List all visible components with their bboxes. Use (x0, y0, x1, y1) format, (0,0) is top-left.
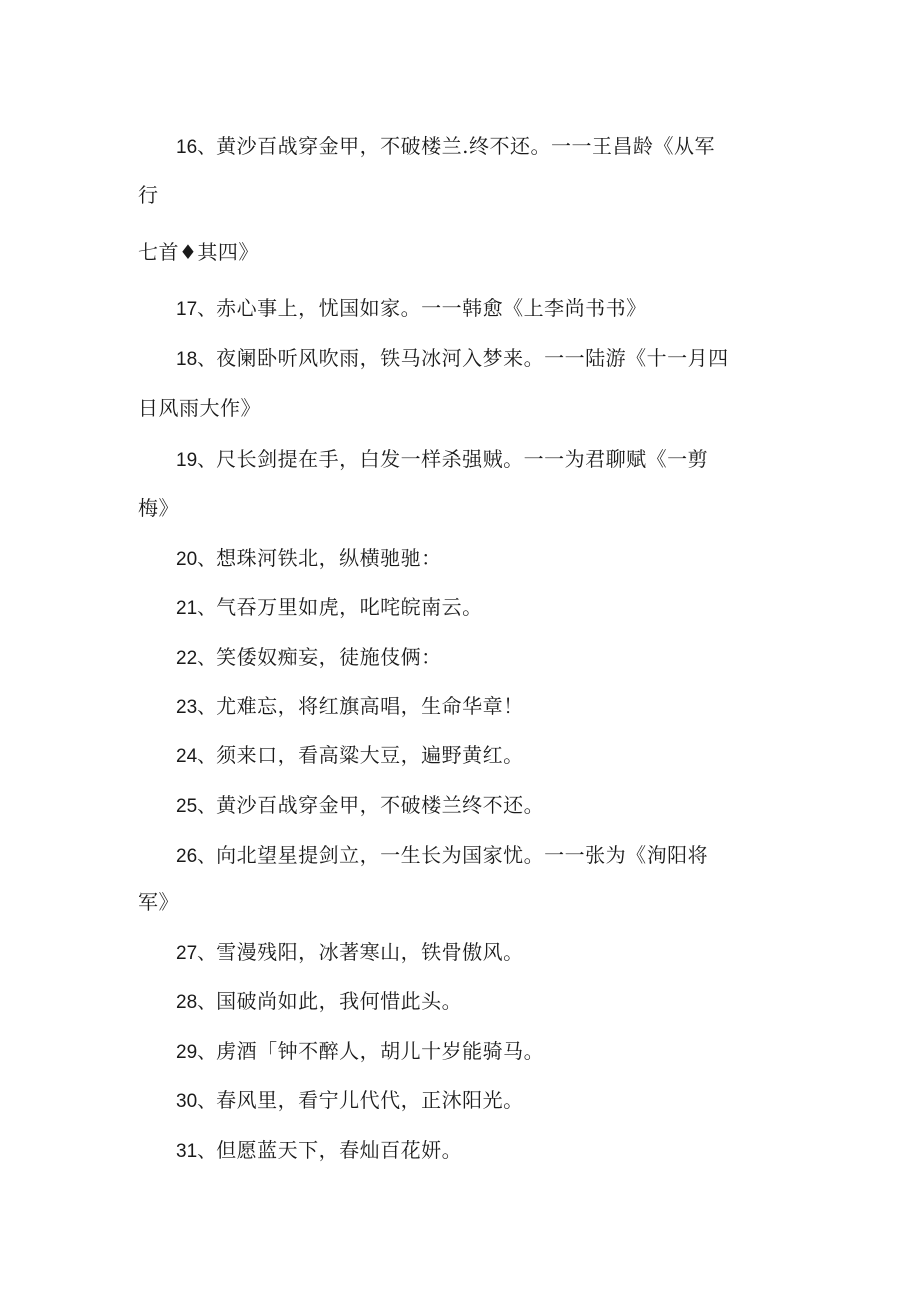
entry-19-line-1 (176, 447, 708, 473)
entry-16-line-2 (138, 183, 159, 207)
entry-text: 黄沙百战穿金甲，不破楼兰终不还。 (216, 793, 545, 817)
entry-number: 19、 (176, 450, 217, 471)
entry-22-line-1 (176, 645, 442, 671)
entry-number: 25、 (176, 796, 217, 817)
entry-17-line-1 (176, 296, 647, 322)
entry-text: 想珠河铁北，纵横驰驰： (216, 546, 442, 570)
entry-24-line-1 (176, 743, 524, 769)
entry-number: 24、 (176, 746, 217, 767)
entry-text: 国破尚如此，我何惜此头。 (216, 989, 463, 1013)
entry-number: 30、 (176, 1091, 217, 1112)
entry-31-line-1 (176, 1138, 462, 1164)
entry-number: 29、 (176, 1042, 217, 1063)
entry-29-line-1 (176, 1039, 544, 1065)
entry-text: 军》 (138, 890, 179, 914)
entry-text: 气吞万里如虎，叱咤皖南云。 (216, 595, 483, 619)
entry-18-line-1 (176, 346, 729, 372)
entry-23-line-1 (176, 694, 524, 720)
entry-number: 23、 (176, 697, 217, 718)
entry-number: 20、 (176, 549, 217, 570)
entry-text: 虏酒「钟不醉人，胡儿十岁能骑马。 (216, 1039, 545, 1063)
entry-28-line-1 (176, 989, 462, 1015)
entry-27-line-1 (176, 940, 524, 966)
entry-30-line-1 (176, 1088, 524, 1114)
entry-number: 26、 (176, 846, 217, 867)
entry-16-line-3 (138, 240, 259, 264)
entry-text: 赤心事上，忧国如家。一一韩愈《上李尚书书》 (216, 296, 647, 320)
entry-text: 日风雨大作》 (138, 396, 261, 420)
entry-text: 春风里，看宁儿代代，正沐阳光。 (216, 1088, 524, 1112)
entry-text: 须来口，看高粱大豆，遍野黄红。 (216, 743, 524, 767)
entry-text: 尤难忘，将红旗高唱，生命华章！ (216, 694, 524, 718)
entry-text: 笑倭奴痴妄，徒施伎俩： (216, 645, 442, 669)
entry-number: 22、 (176, 648, 217, 669)
entry-number: 27、 (176, 943, 217, 964)
entry-text: 雪漫残阳，冰著寒山，铁骨傲风。 (216, 940, 524, 964)
entry-26-line-2 (138, 890, 179, 914)
entry-number: 17、 (176, 299, 217, 320)
entry-19-line-2 (138, 496, 179, 520)
entry-text: 黄沙百战穿金甲，不破楼兰.终不还。一一王昌龄《从军 (216, 134, 715, 158)
entry-text: 尺长剑提在手，白发一样杀强贼。一一为君聊赋《一剪 (216, 447, 709, 471)
entry-text: 向北望星提剑立，一生长为国家忧。一一张为《洵阳将 (216, 843, 709, 867)
entry-16-line-1 (176, 134, 715, 160)
entry-20-line-1 (176, 546, 442, 572)
entry-text: 但愿蓝天下，春灿百花妍。 (216, 1138, 463, 1162)
entry-26-line-1 (176, 843, 708, 869)
entry-21-line-1 (176, 595, 483, 621)
entry-text: 行 (138, 183, 159, 207)
entry-number: 31、 (176, 1141, 217, 1162)
entry-text: 梅》 (138, 496, 179, 520)
entry-number: 16、 (176, 137, 217, 158)
entry-18-line-2 (138, 396, 261, 420)
entry-text: 七首♦其四》 (138, 240, 259, 264)
entry-number: 18、 (176, 349, 217, 370)
entry-25-line-1 (176, 793, 544, 819)
entry-number: 28、 (176, 992, 217, 1013)
entry-text: 夜阑卧听风吹雨，铁马冰河入梦来。一一陆游《十一月四 (216, 346, 729, 370)
entry-number: 21、 (176, 598, 217, 619)
